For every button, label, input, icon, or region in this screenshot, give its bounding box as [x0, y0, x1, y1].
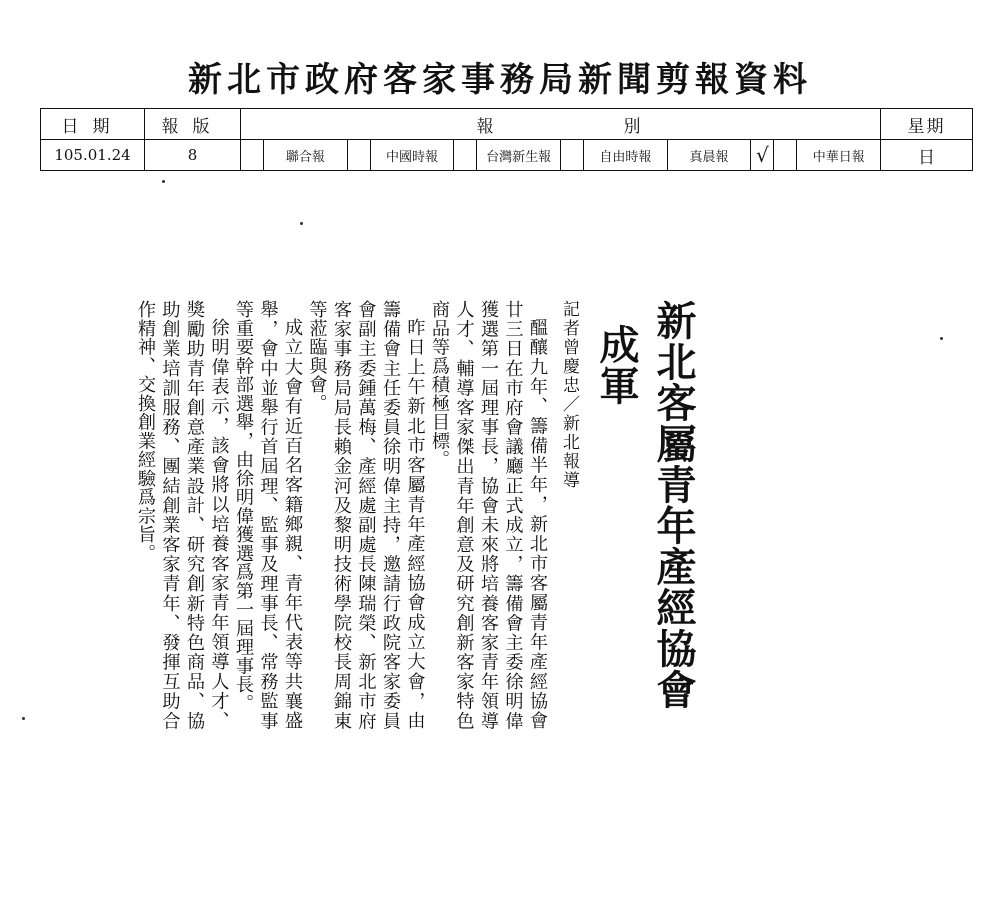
paper-option [668, 140, 775, 170]
article-body [133, 300, 550, 730]
page-header: 報版 [145, 109, 241, 140]
date-value: 105.01.24 [41, 140, 145, 171]
paper-checkbox [348, 140, 371, 170]
paper-option [348, 140, 455, 170]
scan-speck [940, 337, 943, 340]
headline-main: 新北客屬青年產經協會 [650, 300, 696, 710]
paper-name: 自由時報 [599, 149, 652, 165]
paper-checkbox [241, 140, 264, 170]
paper-option [561, 140, 668, 170]
article-headline [588, 300, 702, 730]
paper-name: 聯合報 [285, 149, 325, 165]
weekday-value: 日 [881, 140, 973, 171]
paper-name: 台灣新生報 [486, 149, 552, 165]
scan-speck [22, 717, 25, 720]
paper-name: 真晨報 [689, 149, 729, 165]
news-clipping [135, 300, 702, 740]
article-paragraph: 昨日上午新北市客屬青年產經協會成立大會，由籌備會主任委員徐明偉主持，邀請行政院客家委員會副主委鍾萬梅、產經處副處長陳瑞榮、新北市府客家事務局局長賴金河及黎明技術學院校長周錦東等蒞臨與會。 [306, 300, 426, 730]
clipping-info-table [40, 108, 973, 171]
article-paragraph: 醞釀九年、籌備半年，新北市客屬青年產經協會廿三日在市府會議廳正式成立，籌備會主委徐明偉獲選第一屆理事長，協會未來將培養客家青年領導人才、輔導客家傑出青年創意及研究創新客家特色商品等爲積極目標。 [429, 300, 548, 730]
paper-name: 中華日報 [812, 149, 865, 165]
article-paragraph: 徐明偉表示，該會將以培養客家青年領導人才、獎勵助青年創意產業設計、研究創新特色商品、協助創業培訓服務、團結創業客家青年、發揮互助合作精神、交換創業經驗爲宗旨。 [135, 300, 230, 730]
paper-option [454, 140, 561, 170]
weekday-header: 星期 [881, 109, 973, 140]
paper-checkbox [774, 140, 797, 170]
paper-options [241, 140, 881, 171]
scan-speck [162, 180, 165, 183]
scan-speck [300, 222, 303, 225]
article-paragraph: 成立大會有近百名客籍鄉親、青年代表等共襄盛舉，會中並舉行首屆理、監事及理事長、常務監事等重要幹部選舉，由徐明偉獲選爲第一屆理事長。 [233, 300, 303, 730]
paper-header: 報 別 [241, 109, 881, 140]
paper-option [241, 140, 348, 170]
headline-sub: 成軍 [593, 324, 639, 406]
article-byline: 記者曾慶忠／新北報導 [559, 300, 579, 490]
page-value: 8 [145, 140, 241, 171]
paper-option [774, 140, 880, 170]
paper-checkmark: √ [750, 140, 773, 170]
page-title: 新北市政府客家事務局新聞剪報資料 [188, 60, 812, 100]
paper-checkbox [561, 140, 584, 170]
paper-name: 中國時報 [386, 149, 439, 165]
paper-checkbox [454, 140, 477, 170]
date-header: 日期 [41, 109, 145, 140]
